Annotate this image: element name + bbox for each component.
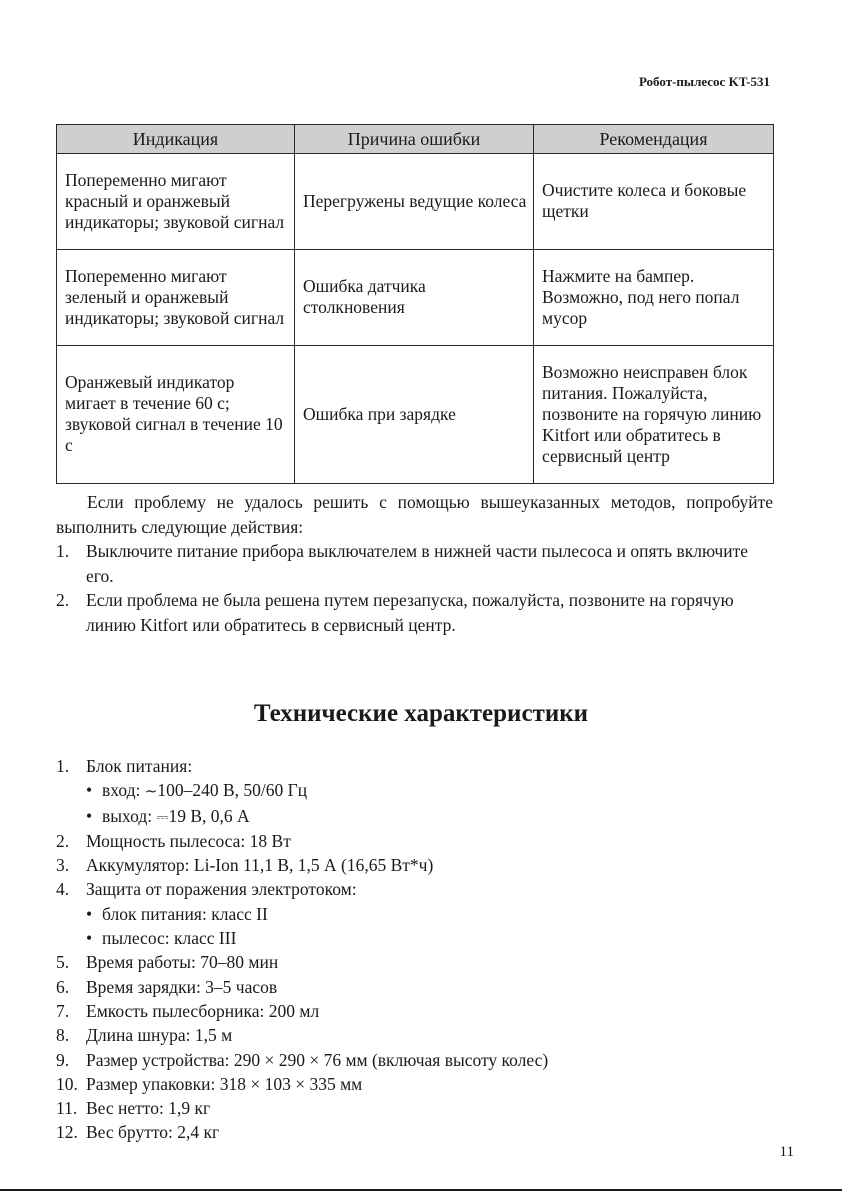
troubleshoot-section [56,490,773,637]
spec-protection: Защита от поражения электротоком: [86,879,357,900]
table-row [57,250,774,346]
table-cell-indication: Попеременно мигают зеленый и оранжевый индикаторы; звуковой сигнал [57,250,295,346]
list-item: 7. Емкость пылесборника: 200 мл [56,999,773,1023]
spec-input-value: 100–240 В, 50/60 Гц [157,780,308,801]
table-cell-recommendation: Очистите колеса и боковые щетки [534,154,774,250]
spec-power-supply: Блок питания: [86,756,193,776]
spec-protection-cleaner: пылесос: класс III [102,928,237,949]
list-item: 2. Мощность пылесоса: 18 Вт [56,829,773,853]
spec-charge-time: Время зарядки: 3–5 часов [86,976,278,997]
column-header-indication: Индикация [57,125,295,154]
step-text: Если проблема не была решена путем перезапуска, пожалуйста, позвоните на горячую линию Kitfort или обратитесь в сервисный центр. [86,590,734,635]
step-text: Выключите питание прибора выключателем в нижней части пылесоса и опять включите его. [86,541,749,586]
bottom-rule [0,1189,842,1191]
spec-cord-length: Длина шнура: 1,5 м [86,1025,233,1046]
spec-package-size: Размер упаковки: 318 × 103 × 335 мм [86,1073,363,1094]
spec-power: Мощность пылесоса: 18 Вт [86,830,291,851]
troubleshoot-steps [56,539,773,637]
spec-battery: Аккумулятор: Li-Ion 11,1 В, 1,5 А (16,65 Вт*ч) [86,855,434,876]
table-cell-indication: Оранжевый индикатор мигает в течение 60 с; звуковой сигнал в течение 10 с [57,346,295,484]
spec-device-size: Размер устройства: 290 × 290 × 76 мм (включая высоту колес) [86,1049,549,1070]
page-header-title: Робот-пылесос KT-531 [638,74,770,89]
spec-input-label: вход: [102,780,145,801]
list-item: 10. Размер упаковки: 318 × 103 × 335 мм [56,1072,773,1096]
list-item: 3. Аккумулятор: Li-Ion 11,1 В, 1,5 А (16,65 Вт*ч) [56,853,773,877]
table-cell-recommendation: Нажмите на бампер. Возможно, под него попал мусор [534,250,774,346]
spec-gross-weight: Вес брутто: 2,4 кг [86,1122,220,1143]
spec-output-label: выход: [102,805,157,826]
list-item: 11. Вес нетто: 1,9 кг [56,1096,773,1120]
table-cell-cause: Перегружены ведущие колеса [295,154,534,250]
error-table [56,124,774,484]
bullet-icon: • [86,928,93,949]
list-item [56,902,773,926]
column-header-recommendation: Рекомендация [534,125,774,154]
page-number: 11 [779,1144,794,1160]
list-item [56,539,773,588]
spec-net-weight: Вес нетто: 1,9 кг [86,1098,211,1119]
error-table-header-row [57,125,774,154]
list-item [56,588,773,637]
specs-list [56,754,773,1145]
column-header-cause: Причина ошибки [295,125,534,154]
bullet-icon: • [86,903,93,924]
list-item [56,804,773,829]
list-item: 9. Размер устройства: 290 × 290 × 76 мм (включая высоту колес) [56,1048,773,1072]
list-item: 5. Время работы: 70–80 мин [56,950,773,974]
bullet-icon: • [86,805,93,826]
spec-protection-psu: блок питания: класс II [102,903,268,924]
list-item [56,778,773,803]
table-cell-cause: Ошибка при зарядке [295,346,534,484]
spec-run-time: Время работы: 70–80 мин [86,952,279,973]
list-item: 12. Вес брутто: 2,4 кг [56,1120,773,1144]
bullet-icon: • [86,780,93,801]
spec-dust-capacity: Емкость пылесборника: 200 мл [86,1000,320,1021]
spec-output-value: 19 В, 0,6 А [168,805,250,826]
table-cell-recommendation: Возможно неисправен блок питания. Пожалуйста, позвоните на горячую линию Kitfort или обратитесь в сервисный центр [534,346,774,484]
table-row [57,346,774,484]
list-item: 1. Блок питания: [56,754,773,778]
table-cell-cause: Ошибка датчика столкновения [295,250,534,346]
dc-symbol-icon: ⎓ [156,807,169,826]
step-number: 2. [56,590,70,610]
list-item: 6. Время зарядки: 3–5 часов [56,975,773,999]
list-item [56,926,773,950]
step-number: 1. [56,541,70,561]
list-item: 4. Защита от поражения электротоком: [56,877,773,901]
troubleshoot-intro: Если проблему не удалось решить с помощью вышеуказанных методов, попробуйте выполнить следующие действия: [56,492,773,537]
table-cell-indication: Попеременно мигают красный и оранжевый индикаторы; звуковой сигнал [57,154,295,250]
section-title: Технические характеристики [253,700,589,727]
ac-symbol-icon: ∼ [144,782,158,801]
list-item: 8. Длина шнура: 1,5 м [56,1023,773,1047]
table-row [57,154,774,250]
